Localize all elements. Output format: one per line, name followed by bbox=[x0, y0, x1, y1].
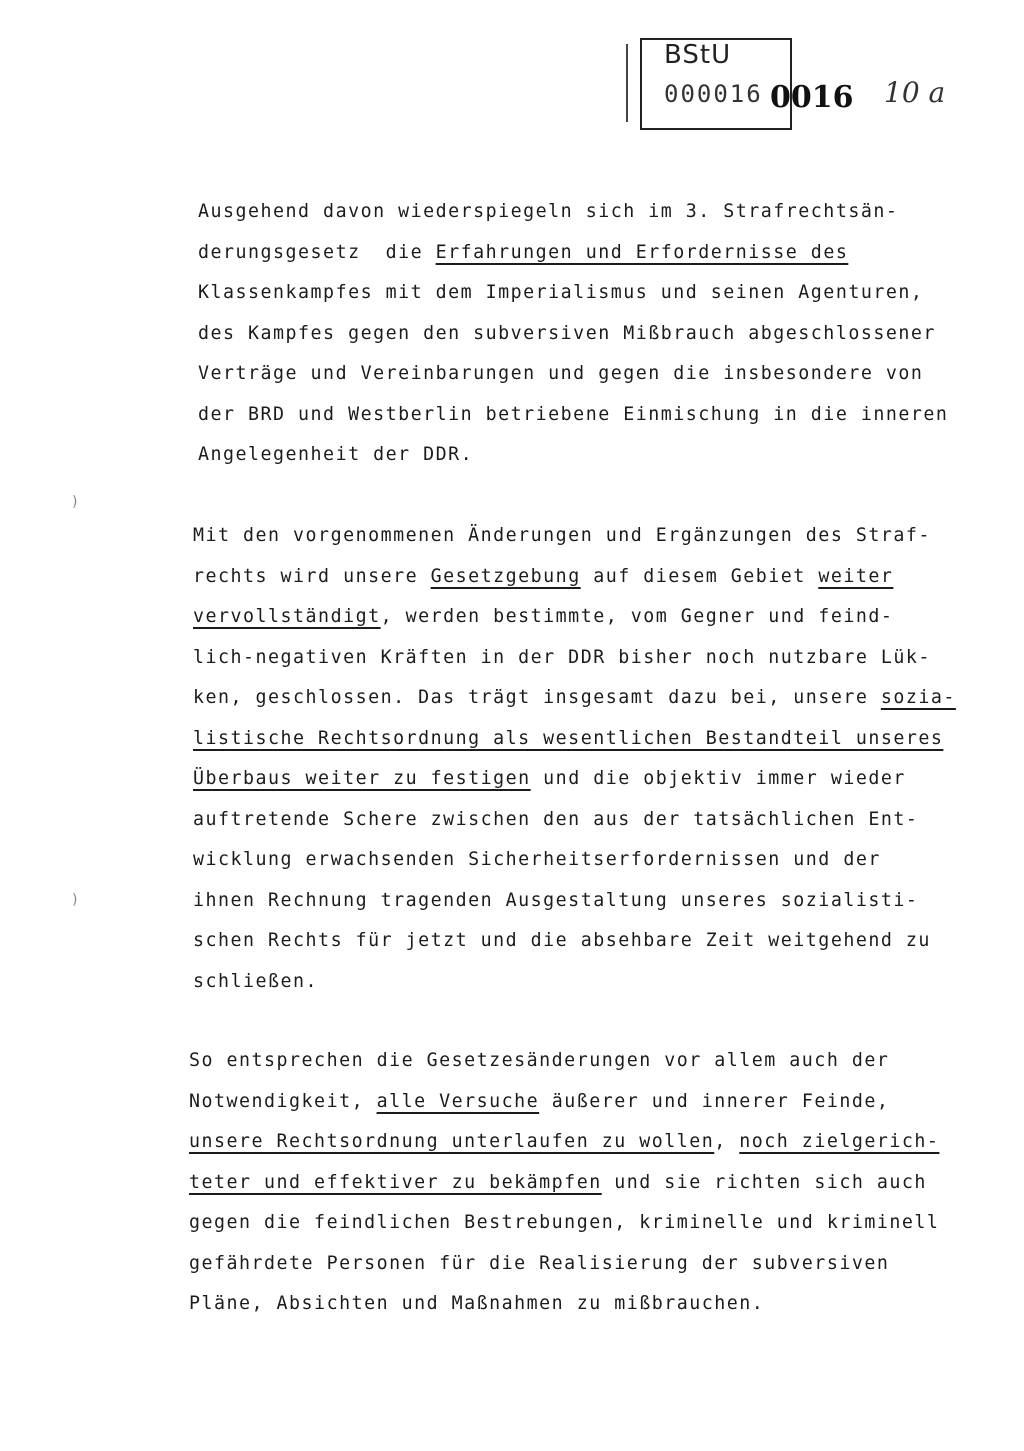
text-segment: , bbox=[714, 1131, 740, 1152]
text-line bbox=[198, 192, 948, 233]
underlined-phrase: alle Versuche bbox=[376, 1090, 540, 1112]
text-line bbox=[198, 354, 948, 395]
text-line bbox=[193, 638, 956, 679]
text-line bbox=[198, 435, 948, 476]
text-line bbox=[198, 314, 948, 355]
text-segment: Verträge und Vereinbarungen und gegen die insbesondere von bbox=[198, 363, 924, 384]
underlined-phrase: listische Rechtsordnung als wesentlichen Bestandteil unseres bbox=[193, 727, 944, 749]
underlined-phrase: vervollständigt bbox=[193, 606, 381, 627]
text-segment: schen Rechts für jetzt und die absehbare Zeit weitgehend zu bbox=[193, 930, 931, 951]
text-line bbox=[193, 557, 956, 598]
text-segment: gegen die feindlichen Bestrebungen, kriminelle und kriminell bbox=[189, 1212, 940, 1233]
stamp-margin-mark bbox=[626, 44, 628, 122]
text-segment: des Kampfes gegen den subversiven Mißbrauch abgeschlossener bbox=[198, 322, 936, 344]
stamp-label: BStU bbox=[664, 40, 732, 70]
underlined-phrase: weiter bbox=[818, 565, 894, 587]
text-segment: wicklung erwachsenden Sicherheitserfordernissen und der bbox=[193, 849, 881, 870]
paragraph-3 bbox=[189, 1041, 939, 1325]
text-line bbox=[189, 1082, 939, 1123]
handwritten-note: 10 a bbox=[884, 76, 946, 109]
text-segment: lich-negativen Kräften in der DDR bisher noch nutzbare Lük- bbox=[193, 646, 931, 668]
text-segment: der BRD und Westberlin betriebene Einmischung in die inneren bbox=[198, 403, 949, 425]
underlined-phrase: Überbaus weiter zu festigen bbox=[193, 768, 531, 789]
text-line bbox=[189, 1203, 939, 1244]
text-line bbox=[193, 962, 956, 1003]
underlined-phrase: teter und effektiver zu bekämpfen bbox=[189, 1171, 602, 1193]
scan-mark: ) bbox=[72, 892, 78, 908]
text-segment: und sie richten sich auch bbox=[601, 1171, 927, 1193]
stamp-number: 000016 bbox=[664, 80, 763, 108]
text-line bbox=[193, 719, 956, 760]
underlined-phrase: Erfahrungen und Erfordernisse des bbox=[435, 241, 849, 263]
scan-mark: ) bbox=[72, 494, 78, 510]
text-segment: Klassenkampfes mit dem Imperialismus und seinen Agenturen, bbox=[198, 282, 924, 303]
paragraph-1 bbox=[198, 192, 948, 476]
text-line bbox=[193, 800, 956, 841]
text-line bbox=[193, 597, 956, 638]
text-segment: auftretende Schere zwischen den aus der tatsächlichen Ent- bbox=[193, 808, 919, 830]
text-segment: derungsgesetz die bbox=[198, 241, 436, 263]
text-segment: , werden bestimmte, vom Gegner und feind- bbox=[380, 606, 894, 627]
text-segment: rechts wird unsere bbox=[193, 565, 431, 587]
text-line bbox=[198, 233, 948, 274]
text-line bbox=[189, 1163, 939, 1204]
text-line bbox=[189, 1122, 939, 1163]
text-segment: Notwendigkeit, bbox=[189, 1090, 377, 1112]
text-segment: schließen. bbox=[193, 970, 319, 992]
text-line bbox=[193, 921, 956, 962]
text-line bbox=[198, 395, 948, 436]
text-line bbox=[193, 840, 956, 881]
text-segment: Angelegenheit der DDR. bbox=[198, 444, 474, 465]
text-segment: und die objektiv immer wieder bbox=[530, 768, 906, 789]
text-segment: Ausgehend davon wiederspiegeln sich im 3. Strafrechtsän- bbox=[198, 201, 899, 222]
page-number: 0016 bbox=[770, 80, 854, 115]
text-segment: So entsprechen die Gesetzesänderungen vor allem auch der bbox=[189, 1050, 890, 1071]
text-segment: äußerer und innerer Feinde, bbox=[539, 1090, 890, 1112]
text-line bbox=[193, 678, 956, 719]
text-line bbox=[189, 1244, 939, 1285]
text-line bbox=[193, 881, 956, 922]
text-line bbox=[193, 516, 956, 557]
text-line bbox=[189, 1284, 939, 1325]
text-line bbox=[198, 273, 948, 314]
text-segment: gefährdete Personen für die Realisierung der subversiven bbox=[189, 1252, 890, 1274]
text-segment: Mit den vorgenommenen Änderungen und Ergänzungen des Straf- bbox=[193, 525, 931, 546]
underlined-phrase: Gesetzgebung bbox=[430, 565, 581, 587]
underlined-phrase: unsere Rechtsordnung unterlaufen zu wollen bbox=[189, 1131, 715, 1152]
paragraph-2 bbox=[193, 516, 956, 1002]
text-segment: auf diesem Gebiet bbox=[580, 565, 819, 587]
text-line bbox=[189, 1041, 939, 1082]
underlined-phrase: sozia- bbox=[880, 687, 956, 708]
text-segment: ihnen Rechnung tragenden Ausgestaltung unseres sozialisti- bbox=[193, 889, 919, 911]
text-line bbox=[193, 759, 956, 800]
text-segment: ken, geschlossen. Das trägt insgesamt dazu bei, unsere bbox=[193, 687, 881, 708]
text-segment: Pläne, Absichten und Maßnahmen zu mißbrauchen. bbox=[189, 1293, 765, 1314]
underlined-phrase: noch zielgerich- bbox=[739, 1131, 940, 1152]
